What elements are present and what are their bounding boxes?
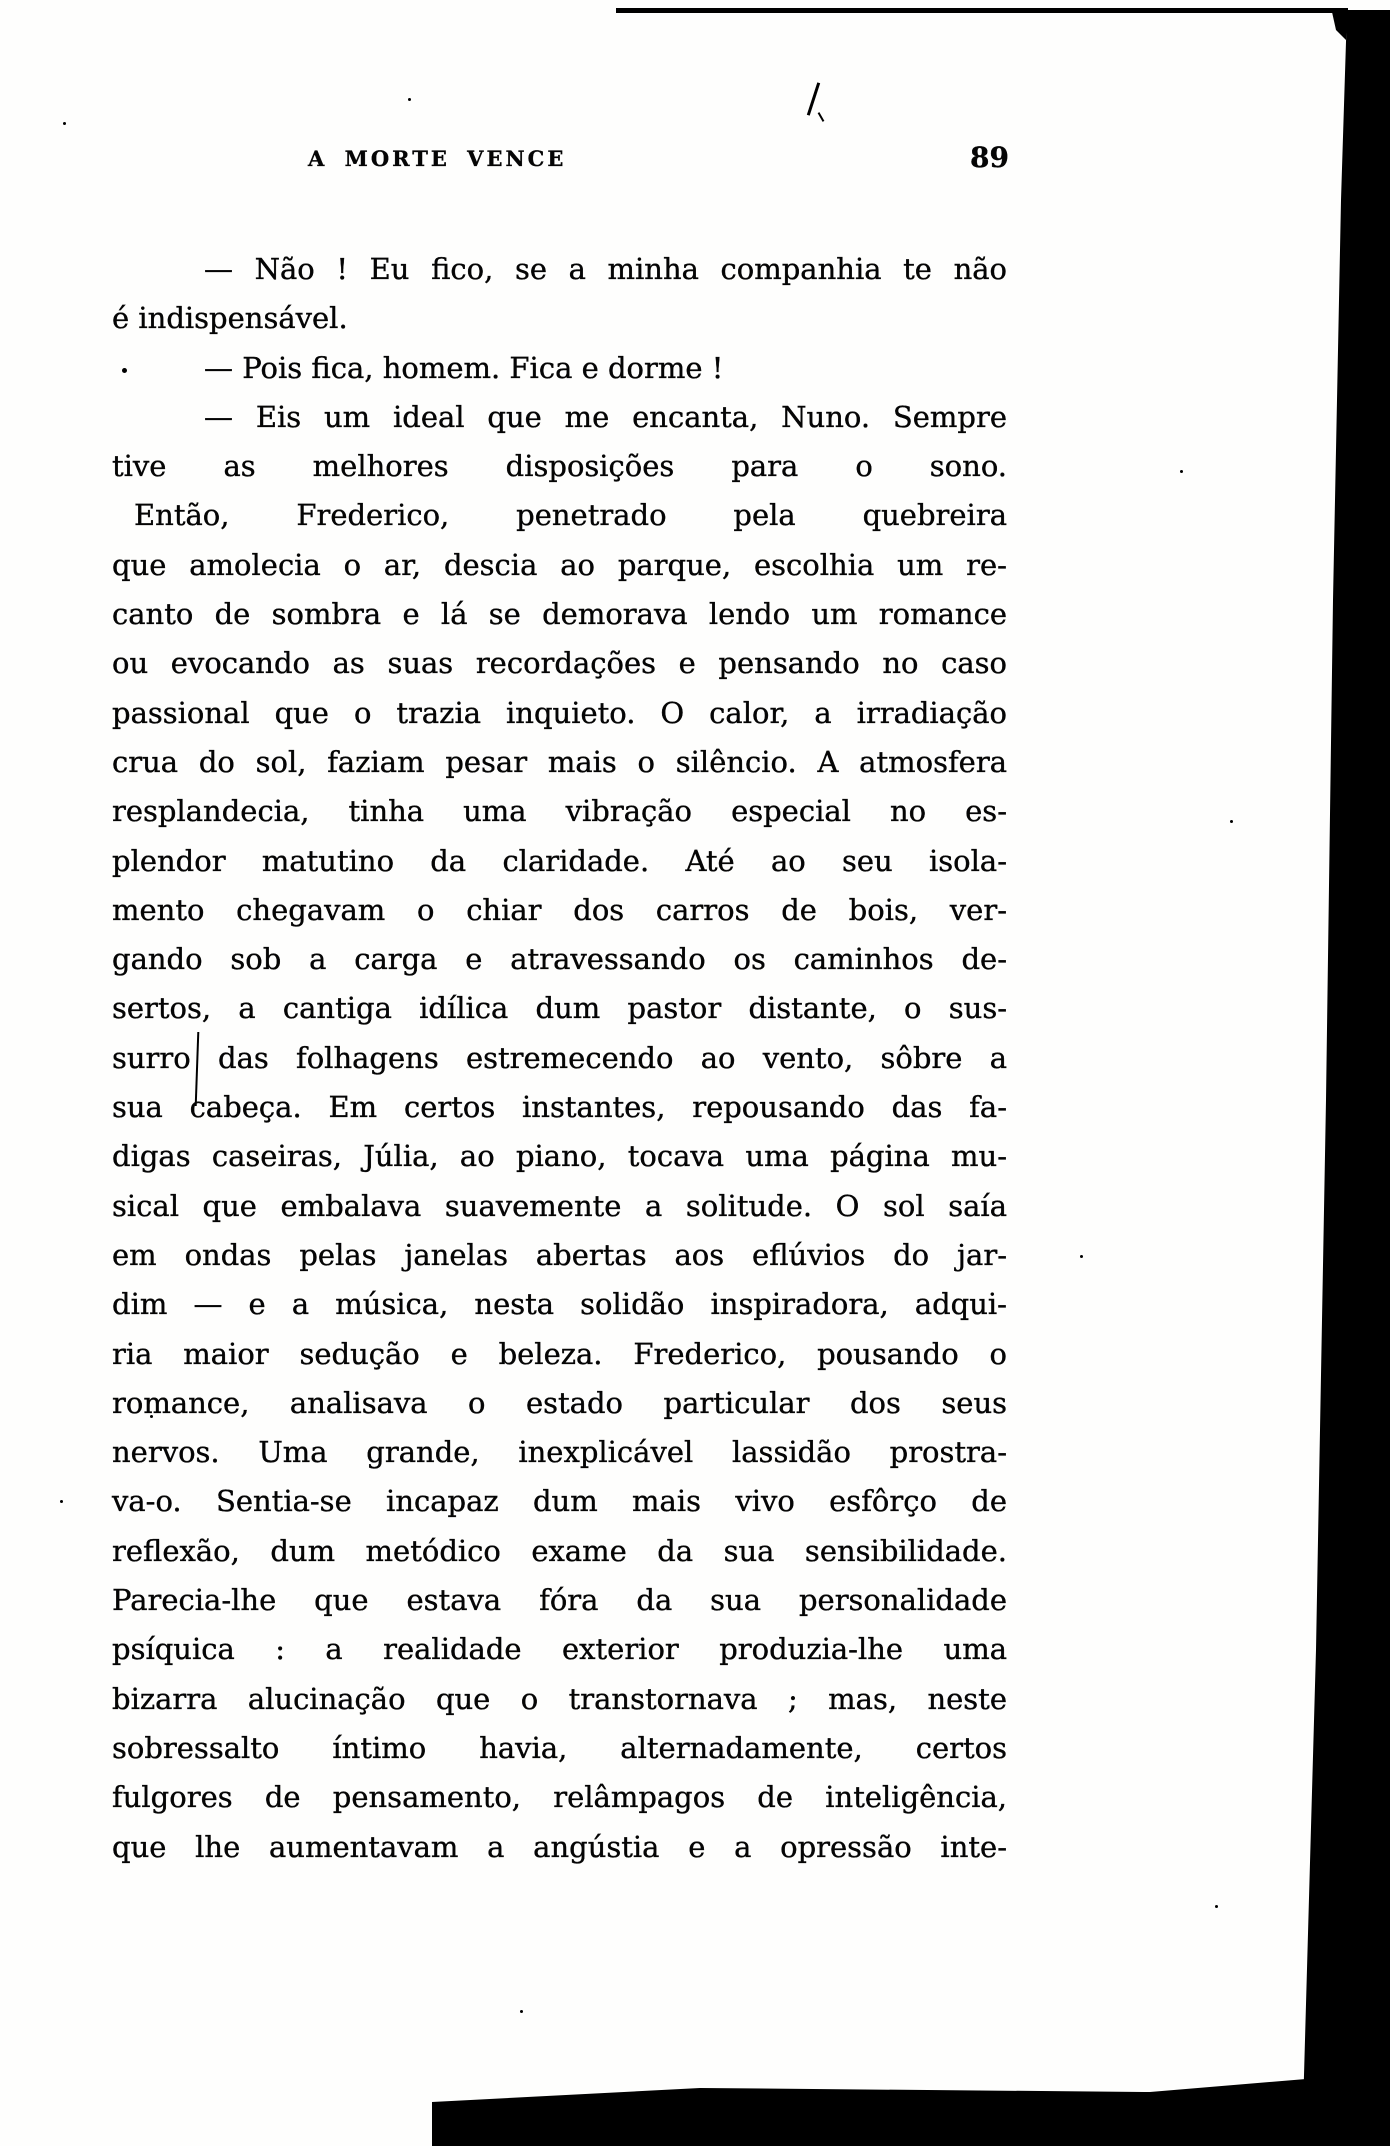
text-line: bizarra alucinação que o transtornava ; mas, neste (112, 1681, 1007, 1716)
body-text (112, 245, 1007, 1872)
page-number: 89 (970, 141, 1009, 174)
text-line: canto de sombra e lá se demorava lendo um romance (112, 597, 1007, 632)
text-line: Então, Frederico, penetrado pela quebreira (134, 498, 1007, 533)
text-line: — Não ! Eu fico, se a minha companhia te não (204, 252, 1007, 286)
scan-edge-bottom (432, 2072, 1390, 2146)
scan-speck (1080, 1255, 1083, 1258)
text-line: é indispensável. (112, 301, 348, 336)
scan-speck (63, 122, 66, 125)
text-line: tive as melhores disposições para o sono. (112, 449, 1007, 484)
scan-edge-right (1302, 10, 1390, 2146)
text-line: reflexão, dum metódico exame da sua sensibilidade. (112, 1533, 1007, 1568)
scan-line-top (616, 8, 1348, 13)
text-line: sertos, a cantiga idílica dum pastor distante, o sus- (112, 991, 1007, 1026)
text-line: plendor matutino da claridade. Até ao seu isola- (112, 843, 1007, 878)
scan-speck (1180, 470, 1183, 473)
text-line: va-o. Sentia-se incapaz dum mais vivo esfôrço de (112, 1484, 1007, 1519)
text-line: sobressalto íntimo havia, alternadamente, certos (112, 1730, 1007, 1765)
scan-speck (408, 98, 411, 101)
text-line: que lhe aumentavam a angústia e a opressão inte- (112, 1829, 1007, 1864)
text-line: fulgores de pensamento, relâmpagos de inteligência, (112, 1780, 1007, 1815)
text-line: gando sob a carga e atravessando os caminhos de- (112, 942, 1007, 977)
text-line: nervos. Uma grande, inexplicável lassidão prostra- (112, 1435, 1007, 1470)
text-line: surro das folhagens estremecendo ao vento, sôbre a (112, 1040, 1007, 1075)
scan-speck (1230, 820, 1233, 823)
text-line: dim — e a música, nesta solidão inspiradora, adqui- (112, 1287, 1007, 1322)
text-line: mento chegavam o chiar dos carros de bois, ver- (112, 892, 1007, 927)
text-line: que amolecia o ar, descia ao parque, escolhia um re- (112, 547, 1007, 582)
text-line: — Pois fica, homem. Fica e dorme ! (204, 350, 724, 385)
text-line: sical que embalava suavemente a solitude. O sol saía (112, 1188, 1007, 1223)
text-line: psíquica : a realidade exterior produzia-lhe uma (112, 1632, 1007, 1667)
text-line: sua cabeça. Em certos instantes, repousando das fa- (112, 1090, 1007, 1125)
scan-edge-corner (1332, 10, 1348, 40)
text-line: — Eis um ideal que me encanta, Nuno. Sempre (204, 399, 1007, 434)
scan-speck (1215, 1905, 1218, 1908)
text-line: ou evocando as suas recordações e pensando no caso (112, 646, 1007, 681)
text-line: passional que o trazia inquieto. O calor, a irradiação (112, 695, 1007, 730)
text-line: romance, analisava o estado particular dos seus (112, 1385, 1007, 1420)
text-line: ria maior sedução e beleza. Frederico, pousando o (112, 1336, 1007, 1371)
scan-speck (60, 1500, 63, 1503)
scan-speck (520, 2010, 523, 2013)
text-line: digas caseiras, Júlia, ao piano, tocava uma página mu- (112, 1139, 1007, 1174)
text-line: crua do sol, faziam pesar mais o silêncio. A atmosfera (112, 744, 1007, 779)
text-line: Parecia-lhe que estava fóra da sua personalidade (112, 1583, 1007, 1618)
text-line: em ondas pelas janelas abertas aos eflúvios do jar- (112, 1237, 1007, 1272)
text-line: resplandecia, tinha uma vibração especial no es- (112, 794, 1007, 829)
running-title: A MORTE VENCE (308, 146, 567, 171)
